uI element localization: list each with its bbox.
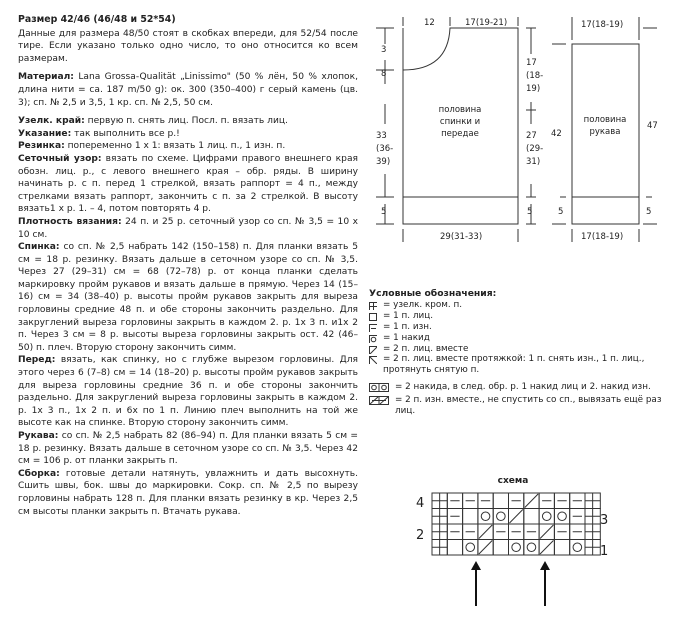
ssk-icon — [369, 356, 377, 364]
rib-paragraph — [18, 140, 358, 153]
stitch-chart — [410, 473, 610, 633]
dim-27b: (29- — [526, 144, 544, 154]
row-label-2: 2 — [416, 528, 425, 543]
size-heading: Размер 42/46 (46/48 и 52*54) — [18, 14, 176, 25]
legend-item-purl2tog — [369, 395, 681, 417]
front-paragraph — [18, 354, 358, 430]
body-label-1: половина — [438, 105, 482, 115]
dim-3: 3 — [381, 45, 387, 55]
hint-paragraph — [18, 128, 358, 141]
dim-sleeve-5-right: 5 — [646, 207, 652, 217]
dim-17c: 19) — [526, 84, 541, 94]
row-label-3: 3 — [600, 513, 609, 528]
legend-item-edge — [369, 300, 681, 311]
legend-heading: Условные обозначения: — [369, 288, 497, 299]
legend — [369, 289, 681, 417]
sleeve-label-1: половина — [583, 115, 627, 125]
material-label: Материал: — [18, 72, 74, 83]
back-body: со сп. № 2,5 набрать 142 (150–158) п. Для планки вязать 5 см = 18 р. резинку. Вязать дальше в сеточном узоре со сп. № 3,5. Через 27 (29–31) см = 68 (72–78) р. от конца планки сделать маркировку пройм рукавов и вязать дальше в прямую. Через 14 (15–16) см = 34 (38–40) р. высоты пройм рукавов закрыть для выреза горловины средние 48 п. и обе стороны закончить раздельно. Для закруглений выреза горловины закрыть в каждом 2. р. 1х 3 п. и1х 2 п. Через 3 см = 8 р. высоты выреза горловины закрыть ост. 42 (46–50) п. плеч. Вторую сторону закончить симм. — [18, 242, 358, 353]
rib-body: попеременно 1 х 1: вязать 1 лиц. п., 1 изн. п. — [64, 141, 286, 152]
back-label: Спинка: — [18, 242, 60, 253]
row-label-4: 4 — [416, 496, 425, 511]
dim-17b: (18- — [526, 71, 544, 81]
body-label-3: передае — [441, 129, 479, 139]
mesh-paragraph — [18, 153, 358, 216]
mesh-label: Сеточный узор: — [18, 153, 102, 164]
dim-33a: 33 — [376, 131, 387, 141]
sleeve-paragraph — [18, 430, 358, 468]
chart-cell — [478, 509, 493, 525]
legend-text-ssk: = 2 п. лиц. вместе протяжкой: 1 п. снять изн., 1 п. лиц., протянуть снятую п. — [383, 354, 645, 376]
material-body: Lana Grossa-Qualität „Linissimo" (50 % лён, 50 % хлопок, длина нити = ca. 187 m/50 g): ок. 300 (350–400) г серый камень (цв. 3); сп. № 2,5 и 3,5, 1 кр. сп. № 2,5, 50 см. — [18, 72, 358, 108]
dim-27c: 31) — [526, 157, 541, 167]
chart-cell — [554, 509, 569, 525]
instructions-column — [18, 14, 358, 518]
purl-icon — [369, 324, 377, 332]
legend-text-double-yo: = 2 накида, в след. обр. р. 1 накид лиц и 2. накид изн. — [395, 382, 651, 393]
front-label: Перед: — [18, 355, 56, 366]
legend-item-yo — [369, 333, 681, 344]
legend-text-knit: = 1 п. лиц. — [383, 310, 434, 321]
legend-text-purl: = 1 п. изн. — [383, 321, 432, 332]
chart-cell — [493, 493, 508, 509]
chart-cell — [463, 509, 478, 525]
gauge-body: 24 п. и 25 р. сеточный узор со сп. № 3,5 = 10 х 10 см. — [18, 216, 358, 240]
edge-stitch-icon — [369, 302, 377, 310]
mesh-body: вязать по схеме. Цифрами правого внешнего края обозн. лиц. р., с левого внешнего края – обр. ряды. В ширину начинать р. с п. перед 1 стрелкой, вязать раппорт = 4 п., между стрелками вязать раппорт, закончить с п. за 2 стрелкой. В высоту вязать1 х р. 1. – 4, потом повторять 4 р. — [18, 153, 358, 215]
legend-item-purl — [369, 322, 681, 333]
back-paragraph — [18, 241, 358, 354]
chart-cell — [524, 540, 539, 556]
material-paragraph — [18, 71, 358, 109]
dim-17a: 17 — [526, 58, 537, 68]
legend-item-k2tog — [369, 344, 681, 355]
purl-2-together-icon — [369, 396, 389, 405]
chart-cell — [493, 540, 508, 556]
chart-cell — [570, 540, 585, 556]
dim-sleeve-top: 17(18-19) — [581, 20, 624, 30]
legend-item-knit — [369, 311, 681, 322]
legend-text-k2tog: = 2 п. лиц. вместе — [383, 343, 469, 354]
legend-text-yo: = 1 накид — [383, 332, 430, 343]
dim-27a: 27 — [526, 131, 537, 141]
chart-cell — [447, 540, 462, 556]
sleeve-label: Рукава: — [18, 431, 59, 441]
chart-cell — [509, 540, 524, 556]
repeat-end-arrow-head — [540, 561, 550, 570]
garment-schematic — [370, 14, 670, 254]
dim-top-12: 12 — [424, 18, 435, 28]
hint-label: Указание: — [18, 128, 72, 139]
chart-cell — [524, 509, 539, 525]
dim-5-right: 5 — [527, 207, 533, 217]
edge-body: первую п. снять лиц. Посл. п. вязать лиц. — [84, 116, 288, 127]
edge-label: Узелк. край: — [18, 116, 85, 127]
knit-icon — [369, 313, 377, 321]
chart-title: схема — [497, 476, 529, 486]
legend-item-double-yo — [369, 382, 681, 393]
front-body: вязать, как спинку, но с глубже вырезом горловины. Для этого через 6 (7–8) см = 14 (18–20) р. высоты пройм рукавов закрыть для выреза горловины средние 36 п. и обе стороны закончить раздельно. Для закруглений выреза горловины закрыть в каждом 2. р. 1х 3 п., 1х 2 п. и 6х по 1 п. Линию плеч выполнить на той же высоте как на спинке. Вторую сторону закончить симм. — [18, 355, 358, 429]
hint-body: так выполнить все р.! — [71, 128, 180, 139]
dim-bottom: 29(31-33) — [440, 232, 483, 242]
k2tog-icon — [369, 346, 377, 354]
dim-sleeve-bottom: 17(18-19) — [581, 232, 624, 242]
dim-42: 42 — [551, 129, 562, 139]
dim-47: 47 — [647, 121, 658, 131]
repeat-start-arrow-head — [471, 561, 481, 570]
body-label-2: спинки и — [439, 117, 481, 127]
assembly-paragraph — [18, 468, 358, 518]
gauge-paragraph — [18, 216, 358, 241]
chart-cell — [554, 540, 569, 556]
chart-cell — [539, 509, 554, 525]
yarn-over-icon — [369, 335, 377, 343]
assembly-label: Сборка: — [18, 468, 60, 479]
double-yarn-over-icon — [369, 383, 389, 392]
chart-cell — [493, 509, 508, 525]
dim-sleeve-5-left: 5 — [558, 207, 564, 217]
dim-5-left: 5 — [381, 207, 387, 217]
dim-33c: 39) — [376, 157, 391, 167]
dim-top-17: 17(19-21) — [465, 18, 508, 28]
sleeve-label-2: рукава — [589, 127, 621, 137]
legend-text-edge: = узелк. кром. п. — [383, 299, 463, 310]
edge-paragraph — [18, 115, 358, 128]
chart-cell — [463, 540, 478, 556]
sleeve-body: со сп. № 2,5 набрать 82 (86–94) п. Для планки вязать 5 см = 18 р. резинку. Вязать дальше в сеточном узоре со сп. № 3,5. Через 42 см = 106 р. от планки закрыть п. — [18, 431, 358, 467]
legend-item-ssk — [369, 354, 681, 376]
assembly-body: готовые детали натянуть, увлажнить и дать высохнуть. Сшить швы, бок. швы до маркировки. Сокр. сп. № 2,5 по вырезу горловины набрать 128 п. Для планки вязать резинку в кр. Через 2,5 см высоты планки закрыть п. Втачать рукава. — [18, 468, 358, 517]
legend-text-purl2tog: = 2 п. изн. вместе., не спустить со сп., вывязать ещё раз лиц. — [395, 395, 662, 417]
rib-label: Резинка: — [18, 141, 65, 152]
dim-33b: (36- — [376, 144, 394, 154]
dim-8: 8 — [381, 69, 387, 79]
gauge-label: Плотность вязания: — [18, 216, 122, 227]
row-label-1: 1 — [600, 544, 609, 559]
size-body: Данные для размера 48/50 стоят в скобках впереди, для 52/54 после тире. Если указано только одно число, то оно относится ко всем размерам. — [18, 28, 358, 64]
